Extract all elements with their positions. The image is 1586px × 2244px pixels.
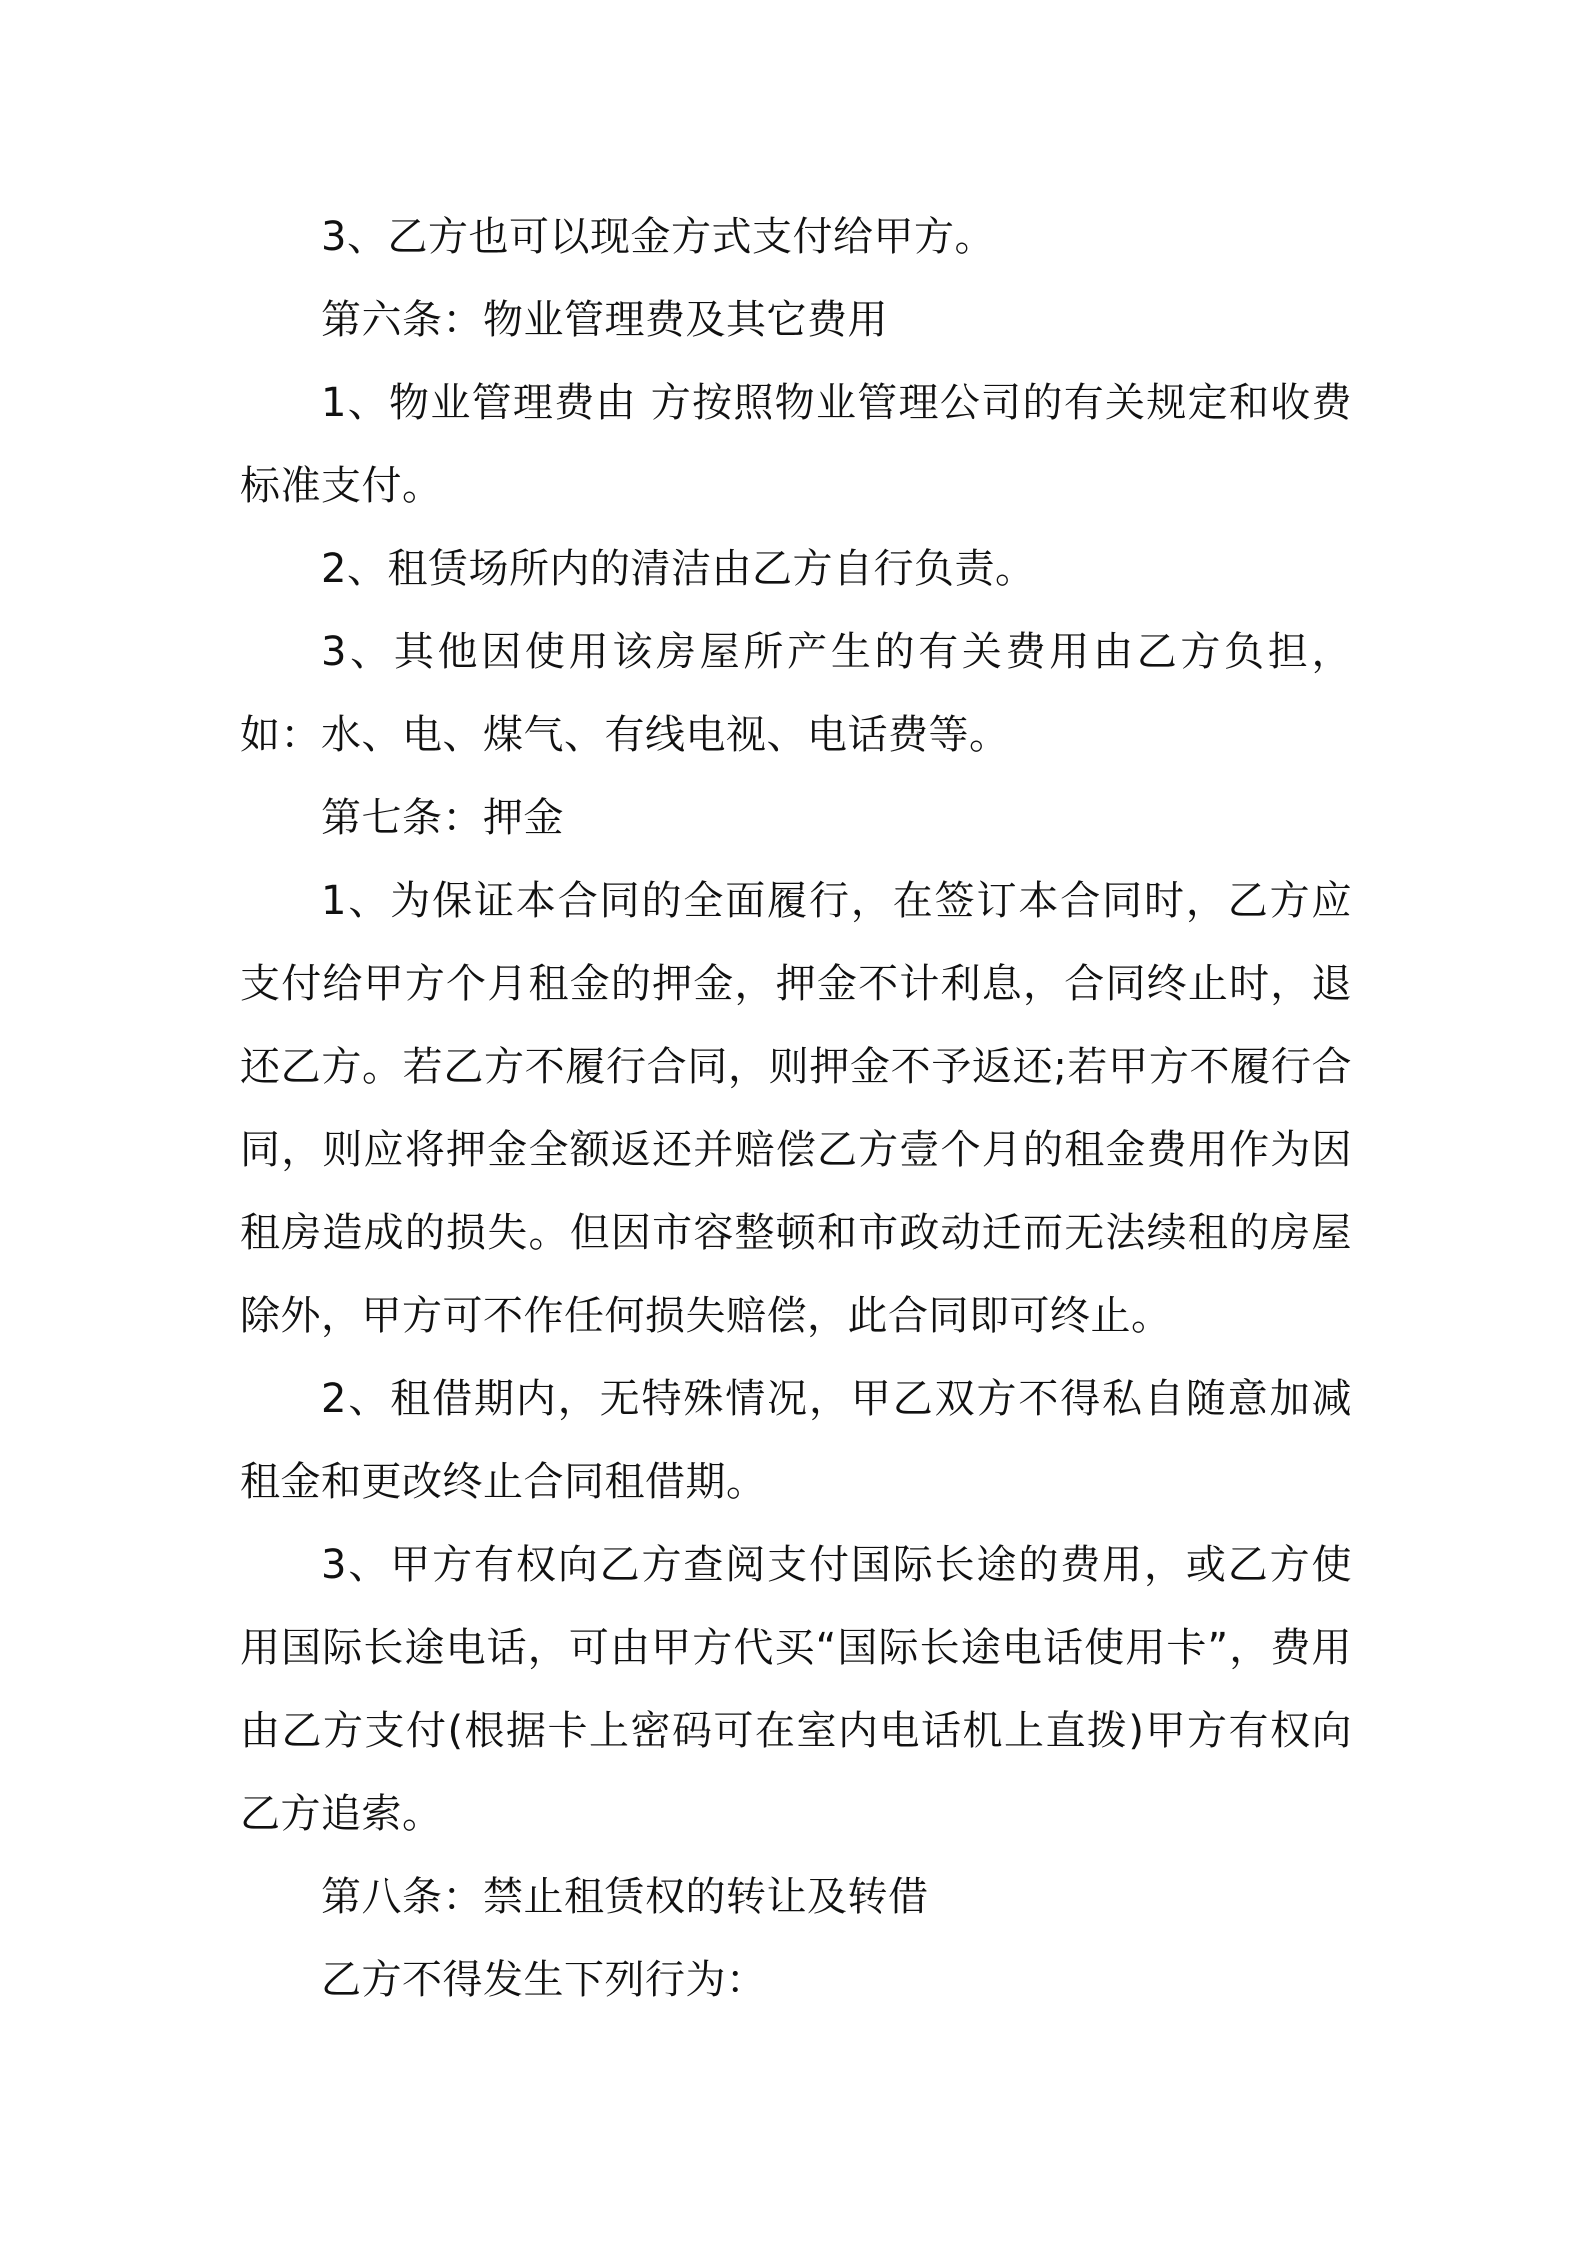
heading-article-7: 第七条：押金 (321, 795, 564, 841)
heading-article-8: 第八条：禁止租赁权的转让及转借 (321, 1874, 929, 1920)
paragraph-rent-change: 2、租借期内，无特殊情况，甲乙双方不得私自随意加减租金和更改终止合同租借期。 (240, 1376, 1352, 1505)
paragraph-payment-cash: 3、乙方也可以现金方式支付给甲方。 (321, 214, 995, 260)
paragraph-international-calls: 3、甲方有权向乙方查阅支付国际长途的费用，或乙方使用国际长途电话，可由甲方代买“国际长途电话使用卡”，费用由乙方支付(根据卡上密码可在室内电话机上直拨)甲方有权向乙方追索。 (240, 1542, 1352, 1837)
paragraph-prohibited-acts: 乙方不得发生下列行为： (321, 1957, 767, 2003)
paragraph-other-fees: 3、其他因使用该房屋所产生的有关费用由乙方负担，如：水、电、煤气、有线电视、电话费等。 (240, 629, 1352, 758)
paragraph-deposit: 1、为保证本合同的全面履行，在签订本合同时，乙方应支付给甲方个月租金的押金，押金不计利息，合同终止时，退还乙方。若乙方不履行合同，则押金不予返还;若甲方不履行合同，则应将押金全额返还并赔偿乙方壹个月的租金费用作为因租房造成的损失。但因市容整顿和市政动迁而无法续租的房屋除外，甲方可不作任何损失赔偿，此合同即可终止。 (240, 878, 1352, 1339)
paragraph-property-fee: 1、物业管理费由 方按照物业管理公司的有关规定和收费标准支付。 (240, 380, 1352, 509)
document-body (240, 196, 1352, 2022)
paragraph-cleaning: 2、租赁场所内的清洁由乙方自行负责。 (321, 546, 1036, 592)
heading-article-6: 第六条：物业管理费及其它费用 (321, 297, 888, 343)
